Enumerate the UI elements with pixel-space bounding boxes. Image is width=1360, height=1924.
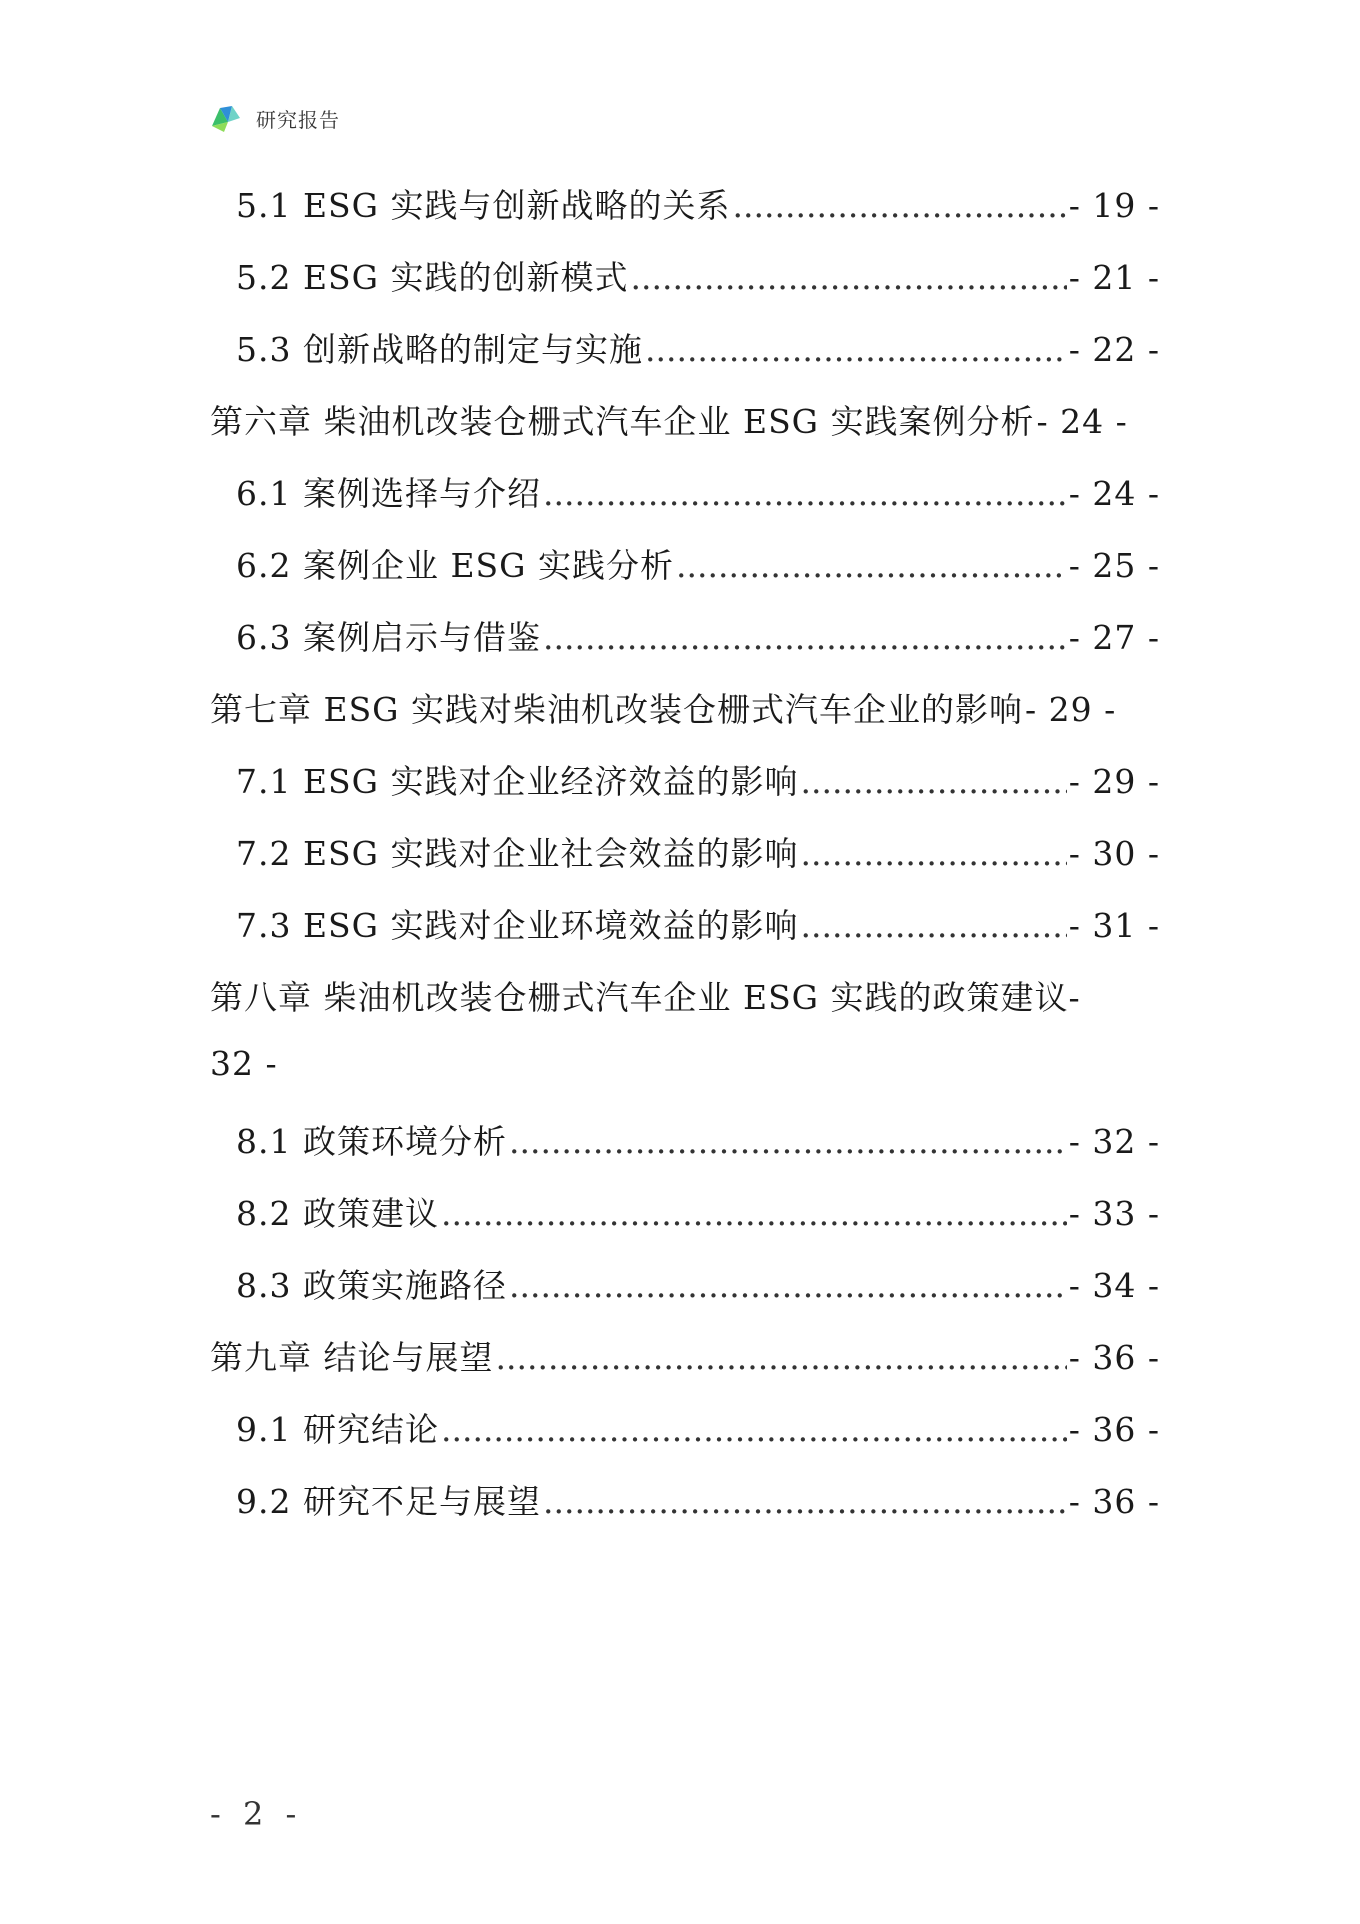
toc-entry-page: - 36 - — [1068, 1410, 1160, 1449]
toc-chapter-entry-page[interactable]: 32 - — [210, 1044, 278, 1083]
toc-entry-page: - 36 - — [1068, 1482, 1160, 1521]
toc-entry-title: 6.2 案例企业 ESG 实践分析 — [236, 546, 675, 585]
dot-leader — [496, 1338, 1067, 1377]
toc-entry[interactable] — [236, 828, 1160, 875]
toc-entry[interactable] — [236, 756, 1160, 803]
toc-entry-page: - 32 - — [1068, 1122, 1160, 1161]
toc-entry-page: - 31 - — [1068, 906, 1160, 945]
toc-entry[interactable] — [236, 324, 1160, 371]
toc-entry-title: 7.1 ESG 实践对企业经济效益的影响 — [236, 762, 799, 801]
header-title: 研究报告 — [256, 107, 340, 132]
toc-entry-title: 5.2 ESG 实践的创新模式 — [236, 258, 629, 297]
toc-entry-title: 6.3 案例启示与借鉴 — [236, 618, 541, 657]
logo-icon — [206, 98, 246, 138]
toc-entry-page: - 33 - — [1068, 1194, 1160, 1233]
toc-chapter-entry[interactable] — [210, 684, 1160, 731]
dot-leader — [645, 330, 1067, 369]
toc-entry-title: 第六章 柴油机改装仓栅式汽车企业 ESG 实践案例分析 — [210, 402, 1035, 441]
toc-chapter-entry[interactable] — [210, 396, 1160, 443]
toc-entry-page: - 25 - — [1068, 546, 1160, 585]
toc-entry[interactable] — [236, 900, 1160, 947]
toc-entry-title: 9.1 研究结论 — [236, 1410, 439, 1449]
dot-leader — [801, 834, 1067, 873]
toc-entry-page: - 21 - — [1068, 258, 1160, 297]
toc-entry-title: 5.3 创新战略的制定与实施 — [236, 330, 643, 369]
toc-entry-page: - 19 - — [1068, 186, 1160, 225]
toc-entry-title: 5.1 ESG 实践与创新战略的关系 — [236, 186, 731, 225]
toc-entry[interactable] — [236, 540, 1160, 587]
toc-entry-page: - 36 - — [1068, 1338, 1160, 1377]
dot-leader — [631, 258, 1067, 297]
toc-entry-title: 8.3 政策实施路径 — [236, 1266, 507, 1305]
toc-entry-page: - 29 - — [1068, 762, 1160, 801]
dot-leader — [801, 762, 1067, 801]
toc-entry[interactable] — [236, 252, 1160, 299]
toc-entry[interactable] — [236, 180, 1160, 227]
toc-entry-page: - 27 - — [1068, 618, 1160, 657]
toc-entry-title: 第九章 结论与展望 — [210, 1338, 494, 1377]
dot-leader — [441, 1194, 1067, 1233]
dot-leader — [509, 1122, 1067, 1161]
dot-leader — [509, 1266, 1067, 1305]
toc-entry-page: - 29 - — [1025, 690, 1117, 729]
dot-leader — [543, 618, 1067, 657]
dot-leader — [733, 186, 1067, 225]
toc-entry-page: - 24 - — [1068, 474, 1160, 513]
toc-entry-page: - 30 - — [1068, 834, 1160, 873]
toc-entry-title: 7.3 ESG 实践对企业环境效益的影响 — [236, 906, 799, 945]
toc-entry[interactable] — [236, 612, 1160, 659]
toc-entry[interactable] — [236, 1188, 1160, 1235]
toc-entry[interactable] — [236, 1476, 1160, 1523]
toc-entry-title: 9.2 研究不足与展望 — [236, 1482, 541, 1521]
page-number: - 2 - — [210, 1795, 303, 1833]
toc-entry-title: 7.2 ESG 实践对企业社会效益的影响 — [236, 834, 799, 873]
toc-entry-page: - 34 - — [1068, 1266, 1160, 1305]
dot-leader — [543, 1482, 1067, 1521]
toc-entry-title: 8.2 政策建议 — [236, 1194, 439, 1233]
report-header — [206, 98, 340, 138]
toc-chapter-entry[interactable] — [210, 1332, 1160, 1379]
dot-leader — [441, 1410, 1067, 1449]
toc-entry[interactable] — [236, 1404, 1160, 1451]
toc-entry-page: - 24 - — [1036, 402, 1128, 441]
toc-entry-title: 6.1 案例选择与介绍 — [236, 474, 541, 513]
toc-entry-page: - 22 - — [1068, 330, 1160, 369]
toc-entry-title: 8.1 政策环境分析 — [236, 1122, 507, 1161]
dot-leader — [801, 906, 1067, 945]
dot-leader — [543, 474, 1067, 513]
toc-chapter-entry-title[interactable]: 第八章 柴油机改装仓栅式汽车企业 ESG 实践的政策建议- — [210, 978, 1081, 1017]
toc-entry[interactable] — [236, 1260, 1160, 1307]
toc-entry[interactable] — [236, 1116, 1160, 1163]
dot-leader — [676, 546, 1067, 585]
toc-entry[interactable] — [236, 468, 1160, 515]
toc-entry-title: 第七章 ESG 实践对柴油机改装仓栅式汽车企业的影响 — [210, 690, 1024, 729]
